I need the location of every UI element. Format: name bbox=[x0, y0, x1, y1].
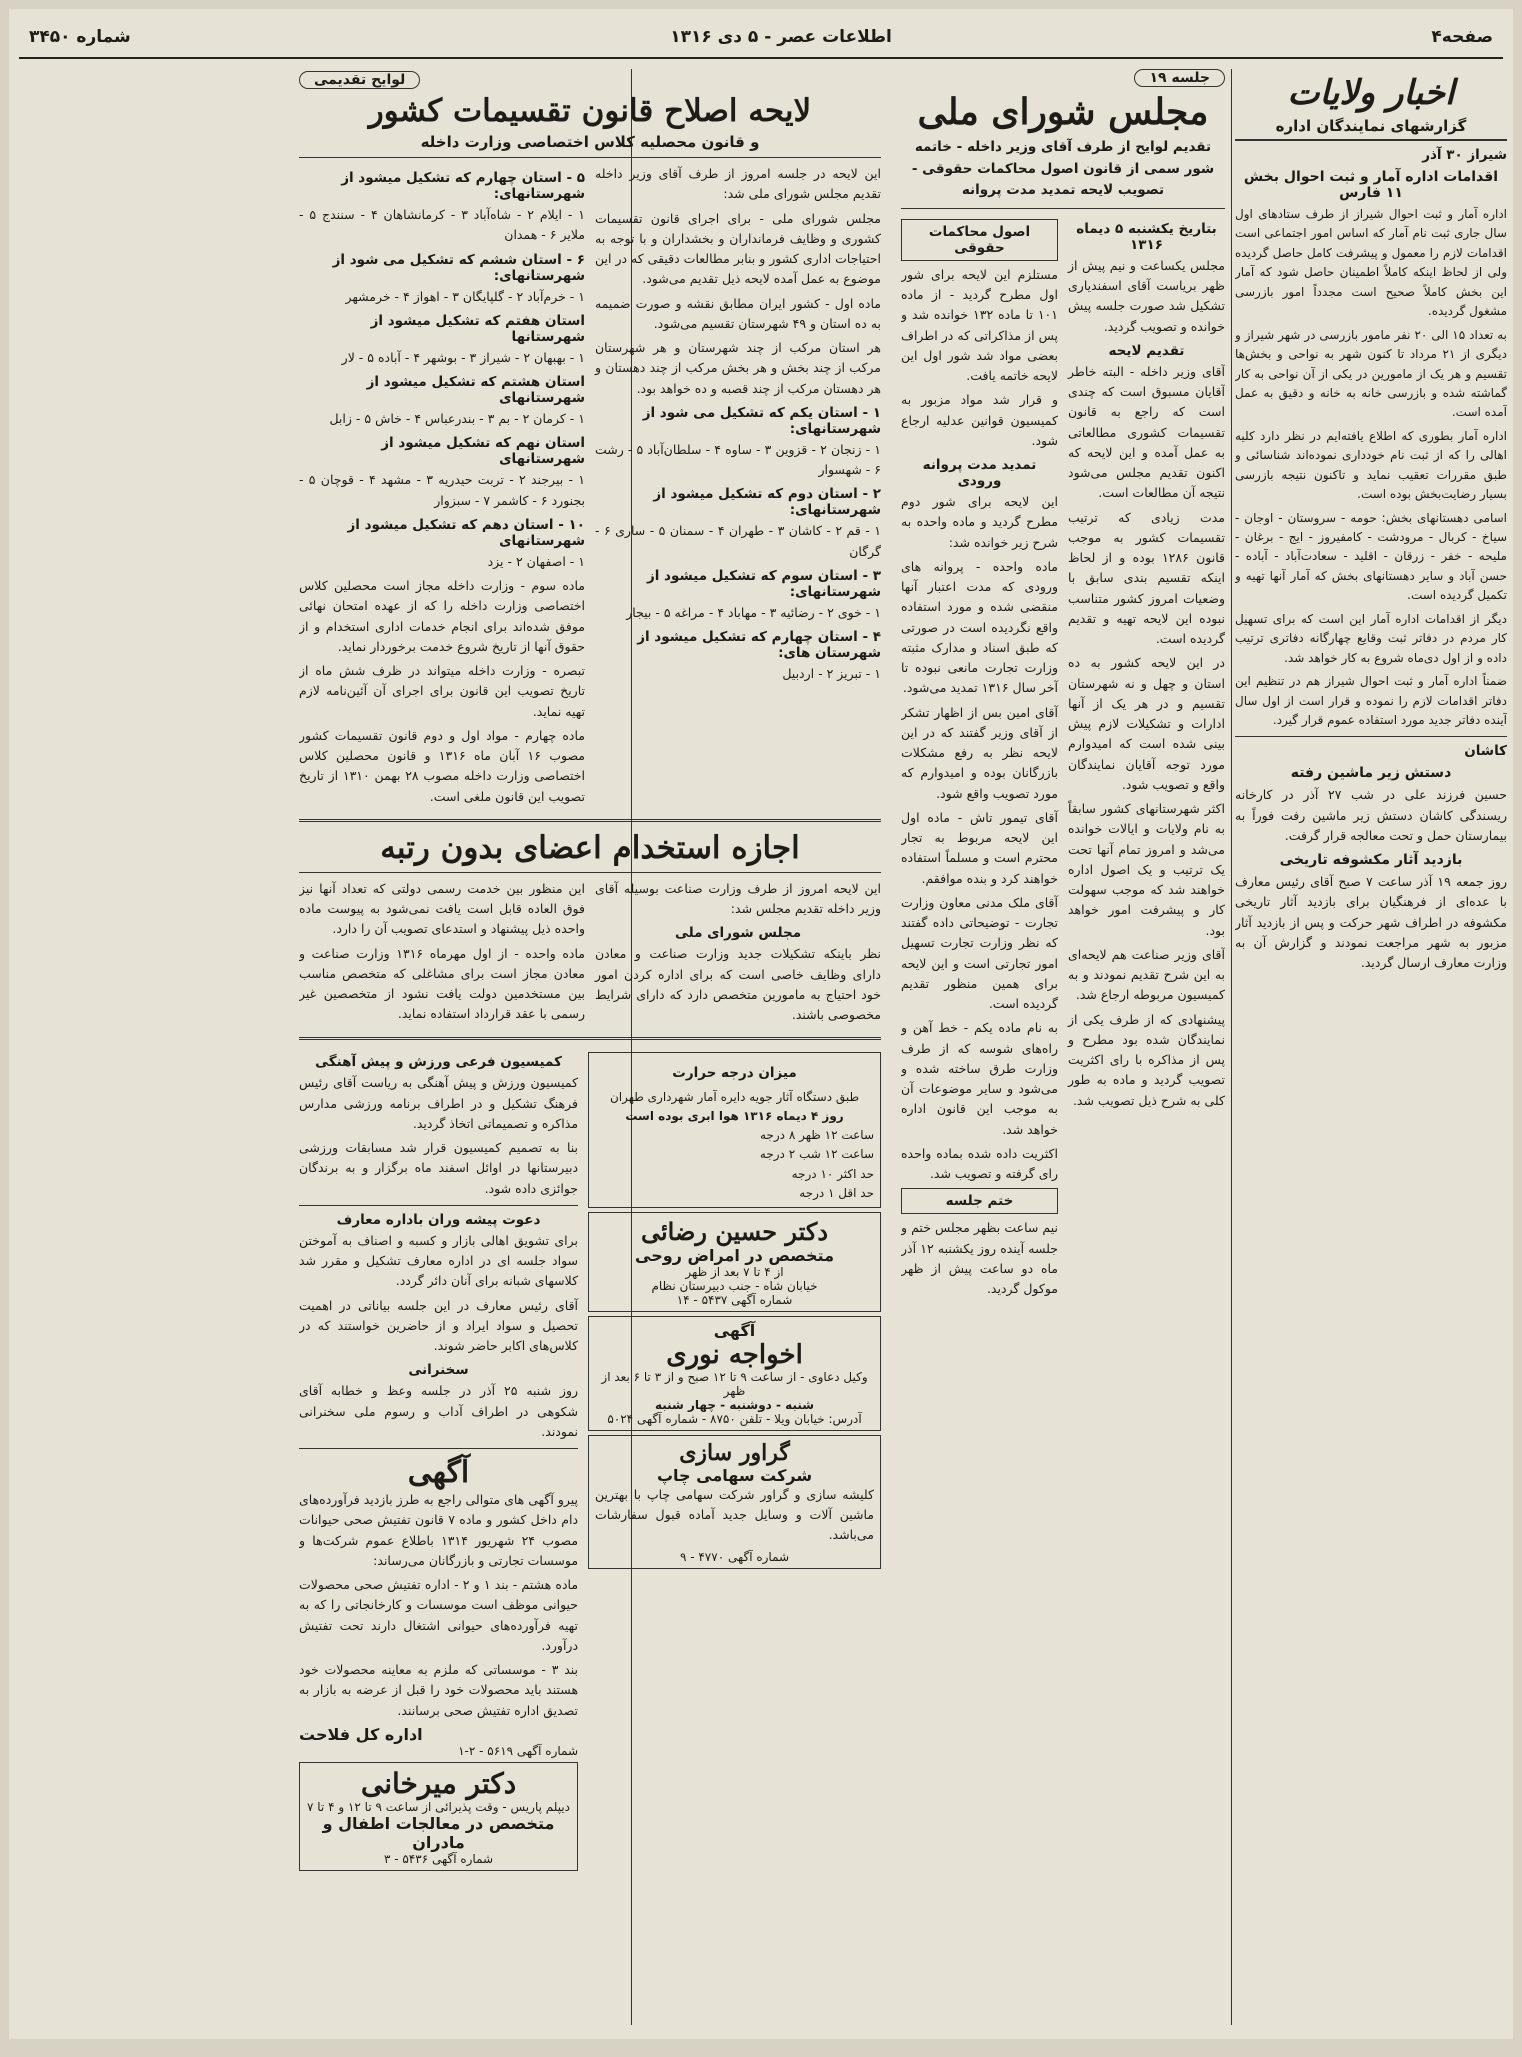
province-head: استان نهم که تشکیل میشود از شهرستانهای bbox=[381, 435, 585, 468]
province-cities: ۱ - بهبهان ۲ - شیراز ۳ - بوشهر ۴ - آباده ۵ - لار bbox=[341, 349, 585, 365]
lawyer-name: اخواجه نوری bbox=[666, 1339, 803, 1370]
article-paragraph: آقای وزیر صناعت هم لایحه‌ای به این شرح تقدیم نمودند و به کمیسیون مربوطه ارجاع شد. bbox=[1068, 946, 1225, 1003]
doctor2-name: دکتر میرخانی bbox=[360, 1766, 517, 1800]
province-cities: ۱ - قم ۲ - کاشان ۳ - طهران ۴ - سمنان ۵ - ساری ۶ - گرگان bbox=[595, 523, 881, 559]
province-cities: ۱ - تبریز ۲ - اردبیل bbox=[782, 666, 881, 681]
weather-box bbox=[588, 1052, 881, 1208]
lawyer-address: آدرس: خیابان ویلا - تلفن ۸۷۵۰ - شماره آگهی ۵۰۲۴ bbox=[607, 1411, 862, 1426]
province-head: ۳ - استان سوم که تشکیل میشود از شهرستانهای: bbox=[646, 567, 881, 600]
notice-title: آگهی bbox=[407, 1455, 470, 1490]
doctor2-spec: متخصص در معالجات اطفال و مادران bbox=[322, 1813, 555, 1852]
shiraz-headline: اقدامات اداره آمار و ثبت احوال بخش ۱۱ فارس bbox=[1243, 169, 1499, 201]
vote-line: اکثریت داده شده بماده واحده رای گرفته و تصویب شد. bbox=[901, 1145, 1058, 1182]
article-paragraph: روز جمعه ۱۹ آذر ساعت ۷ صبح آقای رئیس معارف با عده‌ای از فرهنگیان برای بازدید آثار تاریخی مکشوفه در اطراف شهر حرکت و پس از بازدید آثار مزبور به شهر مراجعت نمودند و گزارش آن به وزارت معارف ارسال گردید. bbox=[1235, 874, 1507, 971]
engraving-text: کلیشه سازی و گراور شرکت سهامی چاپ با بهترین ماشین آلات و وسایل جدید آماده قبول سفارشات می‌باشد. bbox=[595, 1486, 874, 1543]
weather-row: ساعت ۱۲ ظهر ۸ درجه bbox=[760, 1128, 874, 1143]
bills-kicker: لوایح تقدیمی bbox=[299, 71, 420, 89]
province-head: ۱۰ - استان دهم که تشکیل میشود از شهرستانهای bbox=[347, 516, 585, 549]
province-cities: ۱ - خرم‌آباد ۲ - گلپایگان ۳ - اهواز ۴ - خرمشهر bbox=[345, 288, 585, 304]
article-paragraph: پیشنهادی که از طرف یکی از نمایندگان شده بود مطرح و پس از مذاکره با رای اکثریت تصویب گردید و ماده به طور کلی به شرح ذیل تصویب شد. bbox=[1068, 1011, 1225, 1108]
article-paragraph: ماده واحده - از اول مهرماه ۱۳۱۶ وزارت صناعت و معادن مجاز است برای مشاغلی که متخصص مناسب بین مستخدمین دولت یافت نشود از متخصصین غیر رسمی با عقد قرارداد استفاده نماید. bbox=[299, 945, 586, 1022]
article-paragraph: اکثر شهرستانهای کشور سابقاً به نام ولایات و ایالات خوانده می‌شد و امروز تمام آنها تحت یک ترتیب و یک اصول اداره خواهند شد که موجب سهولت کار و پیشرفت امور خواهد بود. bbox=[1068, 801, 1225, 938]
article-paragraph: آقای رئیس معارف در این جلسه بیاناتی در اهمیت تحصیل و سواد ایراد و از حاضرین خواستند که در کلاس‌های اکابر حاضر شوند. bbox=[299, 1297, 579, 1353]
doctor1-name: دکتر حسین رضائی bbox=[641, 1216, 829, 1246]
article-paragraph: این لایحه در جلسه امروز از طرف آقای وزیر داخله تقدیم مجلس شورای ملی شد: bbox=[595, 166, 881, 202]
province-cities: ۱ - کرمان ۲ - بم ۳ - بندرعباس ۴ - خاش ۵ - زابل bbox=[329, 411, 585, 426]
article-paragraph: ماده واحده - پروانه های ورودی که مدت اعتبار آنها منقضی شده و مورد استفاده واقع نگردیده است در صورتی که طبق اسناد و مدارک مثبته وزارت تجارت مانعی نبوده تا آخر سال ۱۳۱۶ تمدید می‌شود. bbox=[901, 558, 1058, 696]
article-paragraph: روز شنبه ۲۵ آذر در جلسه وعظ و خطابه آقای شکوهی در اطراف آداب و رسوم ملی سخنرانی نمودند. bbox=[299, 1383, 579, 1439]
article-paragraph: مجلس شورای ملی - برای اجرای قانون تقسیمات کشوری و وظایف فرمانداران و بخشداران و با توجه به احتیاجات اداری کشور و بنابر مطالعات دقیقی که در این موضوع به عمل آمده لایحه ذیل تقدیم می‌شود. bbox=[595, 210, 881, 287]
engraving-sub: شرکت سهامی چاپ bbox=[656, 1465, 813, 1485]
weather-day: روز ۴ دیماه ۱۳۱۶ هوا ابری بوده است bbox=[625, 1109, 844, 1124]
article-paragraph: آقای وزیر داخله - البته خاطر آقایان مسبوق است که چندی است که راجع به قانون تقسیمات کشوری مطالعاتی به عمل آمده و این لایحه که اکنون تقدیم مجلس می‌شود نتیجه آن مطالعات است. bbox=[1068, 363, 1225, 501]
doctor-ad-2 bbox=[299, 1762, 578, 1871]
news-subtitle: گزارشهای نمایندگان اداره bbox=[1235, 117, 1507, 141]
article-paragraph: دیگر از اقدامات اداره آمار این است که برای تسهیل کار مردم در دفاتر ثبت وقایع چهارگانه دفاتری ترتیب داده و از اول دی‌ماه شروع به کار خواهد شد. bbox=[1235, 611, 1507, 665]
province-head: ۱ - استان یکم که تشکیل می شود از شهرستانهای: bbox=[642, 404, 881, 437]
newspaper-page bbox=[9, 9, 1513, 2039]
article-paragraph: کمیسیون ورزش و پیش آهنگی به ریاست آقای رئیس فرهنگ تشکیل و در اطراف برنامه ورزشی مدارس مذاکره و تصمیماتی اتخاذ گردید. bbox=[299, 1075, 579, 1131]
notice-paragraph: بند ۳ - موسساتی که ملزم به معاینه محصولات خود هستند باید محصولات خود را قبل از عرضه به بازار به تصدیق اداره تفتیش صحی برسانند. bbox=[299, 1662, 579, 1718]
article-paragraph: نظر باینکه تشکیلات جدید وزارت صناعت و معادن دارای وظایف خاصی است که برای اداره کردن امور خود احتیاج به مامورین متخصص دارد که دارای شرایط مخصوصی باشند. bbox=[595, 946, 881, 1022]
doctor1-spec: متخصص در امراض روحی bbox=[635, 1245, 834, 1265]
weather-row: حد اقل ۱ درجه bbox=[799, 1185, 874, 1200]
article-paragraph: مجلس یکساعت و نیم پیش از ظهر بریاست آقای اسفندیاری تشکیل شد صورت جلسه پیش خوانده و تصویب گردید. bbox=[1068, 257, 1225, 334]
article-paragraph: ماده سوم - وزارت داخله مجاز است محصلین کلاس اختصاصی وزارت داخله را که از عهده امتحان نهائی موفق شده‌اند برای انجام خدمات اداری استخدام و از حقوق آنها از تاریخ شروع خدمت برخوردار نماید. bbox=[299, 578, 585, 654]
article-paragraph: این منظور بین خدمت رسمی دولتی که تعداد آنها نیز فوق العاده قابل است یافت نمی‌شود به پیوست ماده واحده ذیل پیشنهاد و استدعای تصویب آن را دارد. bbox=[299, 880, 585, 937]
province-cities: ۱ - ایلام ۲ - شاه‌آباد ۳ - کرمانشاهان ۴ - سنندج ۵ - ملایر ۶ - همدان bbox=[299, 207, 585, 243]
doctor2-info: دیپلم پاریس - وقت پذیرائی از ساعت ۹ تا ۱۲ و ۴ تا ۷ bbox=[306, 1799, 571, 1814]
article-paragraph: هر استان مرکب از چند شهرستان و هر شهرستان مرکب از چند بخش و هر بخش مرکب از چند دهستان و هر دهستان مرکب از چند قصبه و ده خواهد بود. bbox=[595, 340, 881, 396]
bill-subtitle: و قانون محصلیه کلاس اختصاصی وزارت داخله bbox=[420, 133, 760, 151]
province-head: ۵ - استان چهارم که تشکیل میشود از شهرستانهای: bbox=[341, 170, 585, 202]
article-paragraph: آقای ملک مدنی معاون وزارت تجارت - توضیحاتی داده گفتند که نظر وزارت تجارت تسهیل امور تجارتی است و این لایحه برای همین منظور تقدیم گردیده است. bbox=[901, 894, 1058, 1012]
article-paragraph: تبصره - وزارت داخله میتواند در ظرف شش ماه از تاریخ تصویب این قانون برای اجرای آن آئین‌نامه لازم تهیه نماید. bbox=[299, 663, 585, 719]
province-head: استان هشتم که تشکیل میشود از شهرستانهای bbox=[366, 374, 585, 406]
article-paragraph: حسین فرزند علی در شب ۲۷ آذر در کارخانه ریسندگی کاشان دستش زیر ماشین رفت فوراً به بیمارستان حمل و تحت معالجه قرار گرفت. bbox=[1235, 787, 1507, 843]
sport-title: کمیسیون فرعی ورزش و پیش آهنگی bbox=[315, 1054, 562, 1071]
article-paragraph: مدت زیادی که ترتیب تقسیمات کشور به موجب قانون ۱۲۸۶ بوده و از لحاظ اینکه تقسیم بندی سابق با وضعیات امروز کشور متناسب نبوده این لایحه تهیه و تقدیم گردیده است. bbox=[1068, 509, 1225, 647]
procedure-law-head: اصول محاکمات حقوقی bbox=[901, 219, 1058, 261]
lawyer-kicker: آگهی bbox=[713, 1320, 756, 1340]
article-paragraph: این لایحه برای شور دوم مطرح گردید و ماده واحده به شرح زیر خوانده شد: bbox=[901, 494, 1058, 550]
article-paragraph: برای تشویق اهالی بازار و کسبه و اصناف به آموختن سواد جلسه ای در اداره معارف تشکیل و مقرر شد کلاسهای شبانه برای آنان دائر گردد. bbox=[299, 1232, 579, 1289]
page-number: صفحه۴ bbox=[1431, 27, 1493, 47]
province-cities: ۱ - اصفهان ۲ - یزد bbox=[487, 553, 585, 569]
majlis-summary: تقدیم لوایح از طرف آقای وزیر داخله - خاتمه شور سمی از قانون اصول محاکمات حقوقی - تصویب لایحه تمدید مدت پروانه bbox=[911, 139, 1215, 199]
doctor1-address: خیابان شاه - جنب دبیرستان نظام bbox=[651, 1278, 818, 1293]
lecture-title: سخنرانی bbox=[408, 1362, 469, 1379]
doctor1-ad-number: شماره آگهی ۵۴۳۷ - ۱۴ bbox=[676, 1292, 793, 1307]
notice-sign: اداره کل فلاحت bbox=[299, 1724, 423, 1744]
notice-number: شماره آگهی ۵۶۱۹ - ۲-۱ bbox=[458, 1743, 579, 1758]
article-paragraph: ماده چهارم - مواد اول و دوم قانون تقسیمات کشور مصوب ۱۶ آبان ماه ۱۳۱۶ و قانون محصلین کلاس اختصاصی وزارت داخله مصوب ۲۸ بهمن ۱۳۱۰ از تاریخ تصویب این قانون ملغی است. bbox=[299, 727, 586, 804]
masthead bbox=[19, 17, 1503, 59]
shiraz-article bbox=[1235, 205, 1507, 730]
article-paragraph: اداره آمار و ثبت احوال شیراز از طرف ستادهای اول سال جاری ثبت نام آمار که اساس امور اجتماعی است اقدامات لازم را معمول و پیشرفت کامل حاصل گردیده ولی از لحاظ اینکه کاملاً اطمینان حاصل شود که آمار این بخش کاملاً صحیح است مجدداً امور بازرسی مشغول گردیده. bbox=[1235, 207, 1507, 319]
article-paragraph: و قرار شد مواد مزبور به کمیسیون قوانین عدلیه ارجاع شود. bbox=[901, 392, 1058, 448]
article-paragraph: ماده اول - کشور ایران مطابق نقشه و صورت ضمیمه به ده استان و ۴۹ شهرستان تقسیم می‌شود. bbox=[595, 295, 881, 331]
weather-row: ساعت ۱۲ شب ۲ درجه bbox=[759, 1147, 874, 1162]
doctor1-hours: از ۴ تا ۷ بعد از ظهر bbox=[685, 1264, 784, 1279]
province-cities: ۱ - زنجان ۲ - قزوین ۳ - ساوه ۴ - سلطان‌آباد ۵ - رشت ۶ - شهسوار bbox=[595, 441, 881, 477]
weather-row: حد اکثر ۱۰ درجه bbox=[791, 1166, 874, 1181]
article-paragraph: به تعداد ۱۵ الی ۲۰ نفر مامور بازرسی در شهر شیراز و دیگری از ۲۱ مرداد تا کنون شهر به نواحی و بخش‌ها تقسیم و هر یک از مامورین در یکی از آن نواحی به کار گماشته شده و بازرسی خانه به خانه و دقیق به عمل آمده است. bbox=[1235, 327, 1507, 420]
province-head: ۴ - استان چهارم که تشکیل میشود از شهرستان های: bbox=[637, 629, 881, 661]
notice-paragraph: پیرو آگهی های متوالی راجع به طرز بازدید فرآورده‌های دام داخل کشور و ماده ۷ قانون تفتیش صحی حیوانات مصوب ۲۴ شهریور ۱۳۱۴ باطلاع عموم شرکت‌ها و موسسات تجارتی و بازرگانان می‌رساند: bbox=[299, 1492, 579, 1568]
majlis-dateline: بتاریخ یکشنبه ۵ دیماه ۱۳۱۶ bbox=[1076, 220, 1217, 253]
engraving-ad bbox=[588, 1435, 881, 1569]
ejazeh-subhead: مجلس شورای ملی bbox=[674, 925, 802, 942]
province-head: ۶ - استان ششم که تشکیل می شود از شهرستانهای: bbox=[332, 251, 585, 284]
engraving-number: شماره آگهی ۴۷۷۰ - ۹ bbox=[679, 1549, 790, 1564]
history-headline: بازدید آثار مکشوفه تاریخی bbox=[1279, 852, 1463, 869]
bills-column bbox=[299, 69, 881, 2025]
weather-source: طبق دستگاه آثار جویه دایره آمار شهرداری طهران bbox=[609, 1089, 860, 1104]
province-head: ۲ - استان دوم که تشکیل میشود از شهرستانهای: bbox=[653, 486, 881, 519]
article-paragraph: ضمناً اداره آمار و ثبت احوال شیراز هم در تنظیم این دفاتر اقدامات لازم را نموده و قرار است از اول سال آینده دفاتر جدید مورد استفاده عموم قرار گیرد. bbox=[1235, 674, 1507, 727]
article-paragraph: مستلزم این لایحه برای شور اول مطرح گردید - از ماده ۱۰۱ تا ماده ۱۳۲ خوانده شد و پس از مذاکراتی که در اطراف بعضی مواد شد شور اول این لایحه خاتمه یافت. bbox=[901, 266, 1058, 384]
lawyer-days: شنبه - دوشنبه - چهار شنبه bbox=[654, 1397, 815, 1412]
majlis-column bbox=[901, 69, 1225, 2025]
session-badge: جلسه ۱۹ bbox=[1134, 69, 1225, 87]
notice-paragraph: ماده هشتم - بند ۱ و ۲ - اداره تفتیش صحی محصولات حیوانی موظف است موسسات و کارخانجاتی را که به تهیه فرآورده‌های حیوانی اشتغال دارند تحت تفتیش درآورد. bbox=[299, 1577, 579, 1653]
column-rule bbox=[1231, 69, 1232, 2025]
issue-number: شماره ۳۴۵۰ bbox=[29, 27, 131, 47]
majlis-subhead: تقدیم لایحه bbox=[1108, 342, 1185, 359]
kashan-headline: دستش زیر ماشین رفته bbox=[1290, 765, 1452, 782]
news-section-title: اخبار ولایات bbox=[1287, 73, 1455, 113]
province-head: استان هفتم که تشکیل میشود از شهرستانها bbox=[370, 312, 585, 345]
article-paragraph: آقای امین بس از اظهار تشکر از آقای وزیر گفتند که در این لایحه نظر به رفع مشکلات بازرگانان بوده و امیدوارم که مورد تصویب واقع شود. bbox=[901, 704, 1058, 801]
article-paragraph: اداره آمار بطوری که اطلاع یافته‌ایم در نظر دارد کلیه اهالی را که از ثبت نام خودداری نموده‌اند شناسائی و طبق مقررات تعقیب نماید و تاکنون نتیجه بازرسی بسیار رضایت‌بخش بوده است. bbox=[1235, 428, 1507, 502]
permit-extension-head: تمدید مدت پروانه ورودی bbox=[922, 457, 1037, 490]
shiraz-dateline: شیراز ۳۰ آذر bbox=[1422, 147, 1507, 163]
article-paragraph: آقای تیمور تاش - ماده اول این لایحه مربوط به تجار محترم است و مسلماً استفاده خواهند کرد و بنده موافقم. bbox=[901, 809, 1058, 886]
majlis-title: مجلس شورای ملی bbox=[917, 91, 1209, 133]
lawyer-ad bbox=[588, 1316, 881, 1431]
article-paragraph: بنا به تصمیم کمیسیون قرار شد مسابقات ورزشی دبیرستانها در اوائل اسفند ماه برگزار و به برندگان جوائزی داده شود. bbox=[299, 1140, 579, 1196]
province-cities: ۱ - خوی ۲ - رضائیه ۳ - مهاباد ۴ - مراغه ۵ - بیجار bbox=[626, 604, 881, 620]
weather-title: میزان درجه حرارت bbox=[672, 1065, 797, 1082]
session-end-head: ختم جلسه bbox=[901, 1188, 1058, 1214]
doctor-ad-1 bbox=[588, 1212, 881, 1312]
lawyer-info: وکیل دعاوی - از ساعت ۹ تا ۱۲ صبح و از ۳ تا ۶ بعد از ظهر bbox=[601, 1369, 868, 1398]
provincial-news-column bbox=[1235, 69, 1507, 2025]
doctor2-number: شماره آگهی ۵۴۳۶ - ۳ bbox=[383, 1851, 494, 1866]
article-paragraph: به نام ماده یکم - خط آهن و راه‌های شوسه که از طرف وزارت طرق ساخته شده و می‌شود و سایر موضوعات آن به موجب این قانون اداره خواهد شد. bbox=[901, 1020, 1058, 1137]
article-paragraph: این لایحه امروز از طرف وزارت صناعت بوسیله آقای وزیر داخله تقدیم مجلس شد: bbox=[595, 880, 881, 916]
masthead-date: اطلاعات عصر - ۵ دی ۱۳۱۶ bbox=[670, 27, 892, 47]
province-cities: ۱ - بیرجند ۲ - تربت حیدریه ۳ - مشهد ۴ - قوچان ۵ - بجنورد ۶ - کاشمر ۷ - سبزوار bbox=[299, 472, 585, 508]
kashan-dateline: کاشان bbox=[1464, 743, 1507, 760]
engraving-title: گراور سازی bbox=[679, 1439, 790, 1466]
invitation-title: دعوت پیشه وران باداره معارف bbox=[336, 1211, 541, 1228]
ejazeh-title: اجازه استخدام اعضای بدون رتبه bbox=[380, 829, 800, 866]
bill-title: لایحه اصلاح قانون تقسیمات کشور bbox=[368, 93, 812, 129]
article-paragraph: نیم ساعت بظهر مجلس ختم و جلسه آینده روز یکشنبه ۱۲ آذر ماه دو ساعت پیش از ظهر موکول گردید. bbox=[901, 1220, 1058, 1297]
article-paragraph: اسامی دهستانهای بخش: حومه - سروستان - اوجان - سیاخ - کربال - مرودشت - کامفیروز - ایج - برغان - ملیحه - خفر - زرقان - اقلید - سعادت‌آباد - آباده - حسن آباد و سایر دهستانهای بخش که آمار آنها تهیه و تکمیل گردیده است. bbox=[1235, 510, 1507, 603]
article-paragraph: در این لایحه کشور به ده استان و چهل و نه شهرستان تقسیم و در هر یک از آنها ادارات و تشکیلات لازم پیش بینی شده است که امیدوارم مورد توجه آقایان نمایندگان واقع و تصویب شود. bbox=[1068, 655, 1225, 792]
